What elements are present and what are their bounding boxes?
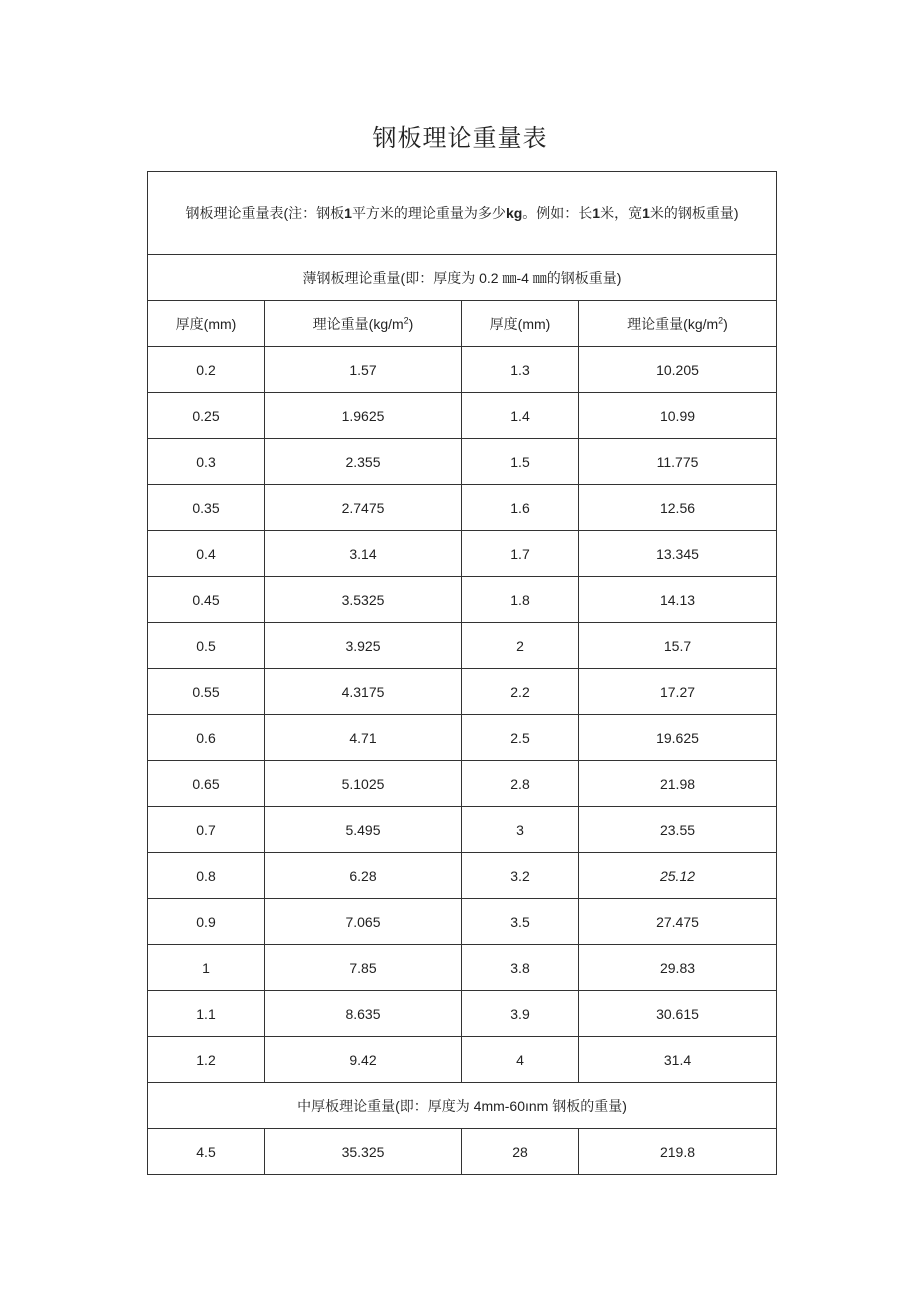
cell-thickness: 0.2 bbox=[148, 347, 265, 393]
cell-weight: 29.83 bbox=[579, 945, 777, 991]
note-row bbox=[148, 172, 777, 255]
cell-thickness: 2.2 bbox=[462, 669, 579, 715]
table-row bbox=[148, 439, 777, 485]
cell-thickness: 0.4 bbox=[148, 531, 265, 577]
cell-thickness: 1.5 bbox=[462, 439, 579, 485]
cell-weight: 3.14 bbox=[265, 531, 462, 577]
section-title-medium: 中厚板理论重量(即：厚度为 4mm-60ınm 钢板的重量) bbox=[148, 1083, 777, 1129]
cell-weight: 219.8 bbox=[579, 1129, 777, 1175]
table-row bbox=[148, 807, 777, 853]
cell-weight: 1.9625 bbox=[265, 393, 462, 439]
note-unit: kg bbox=[505, 205, 523, 221]
cell-thickness: 1.2 bbox=[148, 1037, 265, 1083]
cell-weight: 17.27 bbox=[579, 669, 777, 715]
cell-thickness: 0.55 bbox=[148, 669, 265, 715]
header-weight bbox=[579, 301, 777, 347]
table-row bbox=[148, 1129, 777, 1175]
cell-thickness: 0.5 bbox=[148, 623, 265, 669]
cell-thickness: 3.9 bbox=[462, 991, 579, 1037]
cell-thickness: 2.8 bbox=[462, 761, 579, 807]
table-row bbox=[148, 393, 777, 439]
cell-weight: 27.475 bbox=[579, 899, 777, 945]
steel-weight-table bbox=[147, 171, 777, 1175]
cell-thickness: 4.5 bbox=[148, 1129, 265, 1175]
cell-weight: 12.56 bbox=[579, 485, 777, 531]
cell-weight: 3.925 bbox=[265, 623, 462, 669]
header-weight-label: 理论重量(kg/m bbox=[627, 315, 719, 332]
cell-thickness: 1.3 bbox=[462, 347, 579, 393]
cell-weight: 23.55 bbox=[579, 807, 777, 853]
header-thickness: 厚度(mm) bbox=[148, 301, 265, 347]
cell-weight: 10.205 bbox=[579, 347, 777, 393]
table-note bbox=[148, 172, 777, 255]
cell-weight: 14.13 bbox=[579, 577, 777, 623]
cell-weight: 5.495 bbox=[265, 807, 462, 853]
cell-thickness: 1.7 bbox=[462, 531, 579, 577]
cell-thickness: 3.5 bbox=[462, 899, 579, 945]
note-number: 1 bbox=[642, 205, 650, 221]
cell-thickness: 1.8 bbox=[462, 577, 579, 623]
cell-thickness: 0.65 bbox=[148, 761, 265, 807]
header-thickness: 厚度(mm) bbox=[462, 301, 579, 347]
cell-weight: 7.85 bbox=[265, 945, 462, 991]
cell-thickness: 0.45 bbox=[148, 577, 265, 623]
cell-weight: 9.42 bbox=[265, 1037, 462, 1083]
cell-weight: 1.57 bbox=[265, 347, 462, 393]
header-weight-label: 理论重量(kg/m bbox=[312, 315, 404, 332]
table-row bbox=[148, 853, 777, 899]
cell-weight: 19.625 bbox=[579, 715, 777, 761]
page-title: 钢板理论重量表 bbox=[372, 124, 548, 152]
cell-weight: 2.355 bbox=[265, 439, 462, 485]
section-title-thin: 薄钢板理论重量(即：厚度为 0.2 ㎜-4 ㎜的钢板重量) bbox=[148, 255, 777, 301]
table-row bbox=[148, 347, 777, 393]
section-row-thin bbox=[148, 255, 777, 301]
cell-weight: 35.325 bbox=[265, 1129, 462, 1175]
cell-thickness: 1.1 bbox=[148, 991, 265, 1037]
note-text: 米的钢板重量) bbox=[649, 205, 739, 221]
cell-weight: 31.4 bbox=[579, 1037, 777, 1083]
header-weight-close: ) bbox=[723, 315, 728, 332]
table-row bbox=[148, 715, 777, 761]
note-text: 米，宽 bbox=[600, 205, 643, 221]
cell-weight: 5.1025 bbox=[265, 761, 462, 807]
cell-thickness: 0.7 bbox=[148, 807, 265, 853]
cell-thickness: 0.3 bbox=[148, 439, 265, 485]
header-weight-sup: 2 bbox=[718, 314, 724, 325]
table-row bbox=[148, 1037, 777, 1083]
note-number: 1 bbox=[592, 205, 601, 221]
cell-weight: 4.3175 bbox=[265, 669, 462, 715]
table-row bbox=[148, 485, 777, 531]
cell-thickness: 1.6 bbox=[462, 485, 579, 531]
cell-weight: 4.71 bbox=[265, 715, 462, 761]
cell-weight: 15.7 bbox=[579, 623, 777, 669]
note-text: 。例如：长 bbox=[522, 205, 593, 221]
cell-thickness: 2.5 bbox=[462, 715, 579, 761]
cell-thickness: 2 bbox=[462, 623, 579, 669]
cell-weight: 25.12 bbox=[579, 853, 777, 899]
cell-weight: 10.99 bbox=[579, 393, 777, 439]
cell-thickness: 0.25 bbox=[148, 393, 265, 439]
cell-weight: 3.5325 bbox=[265, 577, 462, 623]
table-row bbox=[148, 945, 777, 991]
cell-weight: 21.98 bbox=[579, 761, 777, 807]
cell-thickness: 0.9 bbox=[148, 899, 265, 945]
table-row bbox=[148, 577, 777, 623]
note-number: 1 bbox=[344, 205, 352, 221]
cell-weight: 2.7475 bbox=[265, 485, 462, 531]
table-row bbox=[148, 991, 777, 1037]
cell-weight: 11.775 bbox=[579, 439, 777, 485]
cell-thickness: 0.6 bbox=[148, 715, 265, 761]
header-weight-close: ) bbox=[408, 315, 414, 332]
cell-thickness: 1 bbox=[148, 945, 265, 991]
header-row bbox=[148, 301, 777, 347]
cell-weight: 7.065 bbox=[265, 899, 462, 945]
cell-thickness: 3 bbox=[462, 807, 579, 853]
cell-thickness: 28 bbox=[462, 1129, 579, 1175]
cell-thickness: 0.35 bbox=[148, 485, 265, 531]
header-weight-sup: 2 bbox=[403, 314, 409, 325]
cell-thickness: 0.8 bbox=[148, 853, 265, 899]
table-row bbox=[148, 531, 777, 577]
cell-weight: 8.635 bbox=[265, 991, 462, 1037]
section-row-medium bbox=[148, 1083, 777, 1129]
cell-thickness: 1.4 bbox=[462, 393, 579, 439]
cell-thickness: 4 bbox=[462, 1037, 579, 1083]
cell-thickness: 3.2 bbox=[462, 853, 579, 899]
cell-weight: 6.28 bbox=[265, 853, 462, 899]
table-row bbox=[148, 623, 777, 669]
cell-weight: 13.345 bbox=[579, 531, 777, 577]
table-row bbox=[148, 761, 777, 807]
header-weight bbox=[265, 301, 462, 347]
cell-weight: 30.615 bbox=[579, 991, 777, 1037]
table-row bbox=[148, 669, 777, 715]
cell-thickness: 3.8 bbox=[462, 945, 579, 991]
note-text: 钢板理论重量表(注：钢板 bbox=[185, 205, 345, 221]
note-text: 平方米的理论重量为多少 bbox=[351, 205, 506, 221]
table-row bbox=[148, 899, 777, 945]
